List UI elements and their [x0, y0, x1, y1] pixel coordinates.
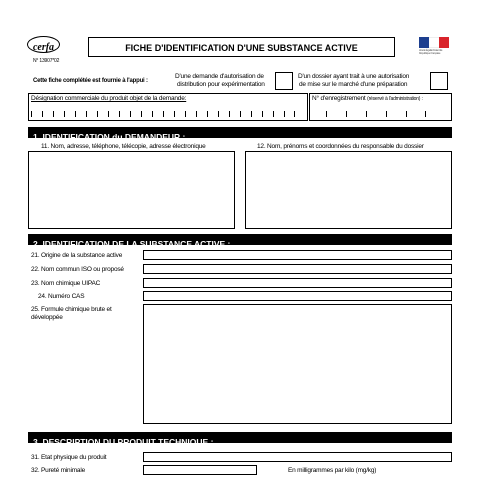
- field24-label: 24. Numéro CAS: [38, 293, 85, 300]
- section1-title: 1. IDENTIFICATION du DEMANDEUR :: [33, 132, 186, 142]
- form-number: N° 13907*02: [33, 58, 60, 64]
- field24-input[interactable]: [143, 291, 452, 301]
- field22-label: 22. Nom commun ISO ou proposé: [31, 266, 124, 273]
- section3-header: [28, 432, 452, 447]
- option1-checkbox[interactable]: [275, 72, 293, 90]
- field12-textarea[interactable]: [245, 151, 452, 229]
- field23-input[interactable]: [143, 278, 452, 288]
- cerfa-logo: [27, 36, 60, 53]
- field12-label: 12. Nom, prénoms et coordonnées du responsable du dossier: [257, 143, 424, 150]
- registration-note: (réservé à l'administration) :: [367, 96, 423, 102]
- intro-label: Cette fiche complétée est fournie à l'appui :: [33, 78, 148, 84]
- designation-input[interactable]: [31, 105, 295, 117]
- registration-label-text: N° d'enregistrement: [312, 95, 366, 102]
- option2-text-2: de mise sur le marché d'une préparation: [299, 81, 408, 88]
- marianne-flag-icon: [419, 37, 449, 48]
- option2-text-1: D'un dossier ayant trait à une autorisation: [298, 73, 410, 80]
- field32-unit: En milligrammes par kilo (mg/kg): [288, 467, 377, 474]
- section2-header: [28, 234, 452, 249]
- field11-textarea[interactable]: [28, 151, 235, 229]
- cerfa-logo-text: cerfa: [32, 42, 55, 53]
- designation-label: Désignation commerciale du produit objet de la demande:: [31, 95, 187, 102]
- section2-title: 2. IDENTIFICATION DE LA SUBSTANCE ACTIVE :: [33, 239, 231, 249]
- field31-input[interactable]: [143, 452, 452, 462]
- title-box: [88, 37, 395, 57]
- section3-title: 3. DESCRIPTION DU PRODUIT TECHNIQUE :: [33, 437, 214, 447]
- option1-text-1: D'une demande d'autorisation de: [175, 73, 264, 80]
- field22-input[interactable]: [143, 264, 452, 274]
- field23-label: 23. Nom chimique UIPAC: [31, 280, 101, 287]
- page-title: FICHE D'IDENTIFICATION D'UNE SUBSTANCE ACTIVE: [125, 43, 358, 53]
- field32-input[interactable]: [143, 465, 257, 475]
- field31-label: 31. Etat physique du produit: [31, 454, 107, 461]
- field11-label: 11. Nom, adresse, téléphone, télécopie, adresse électronique: [41, 143, 206, 150]
- field25-textarea[interactable]: [143, 304, 452, 424]
- field21-input[interactable]: [143, 250, 452, 260]
- section1-header: [28, 127, 452, 142]
- field32-label: 32. Pureté minimale: [31, 467, 86, 474]
- option2-checkbox[interactable]: [430, 72, 448, 90]
- registration-label: [312, 95, 423, 104]
- option1-text-2: distribution pour expérimentation: [177, 81, 265, 88]
- flag-caption: Liberté Égalité Fraternité République Française: [419, 49, 443, 55]
- field21-label: 21. Origine de la substance active: [31, 252, 123, 259]
- registration-input[interactable]: [326, 107, 426, 117]
- field25-label-1: 25. Formule chimique brute et: [31, 306, 112, 313]
- field25-label-2: développée: [31, 314, 63, 321]
